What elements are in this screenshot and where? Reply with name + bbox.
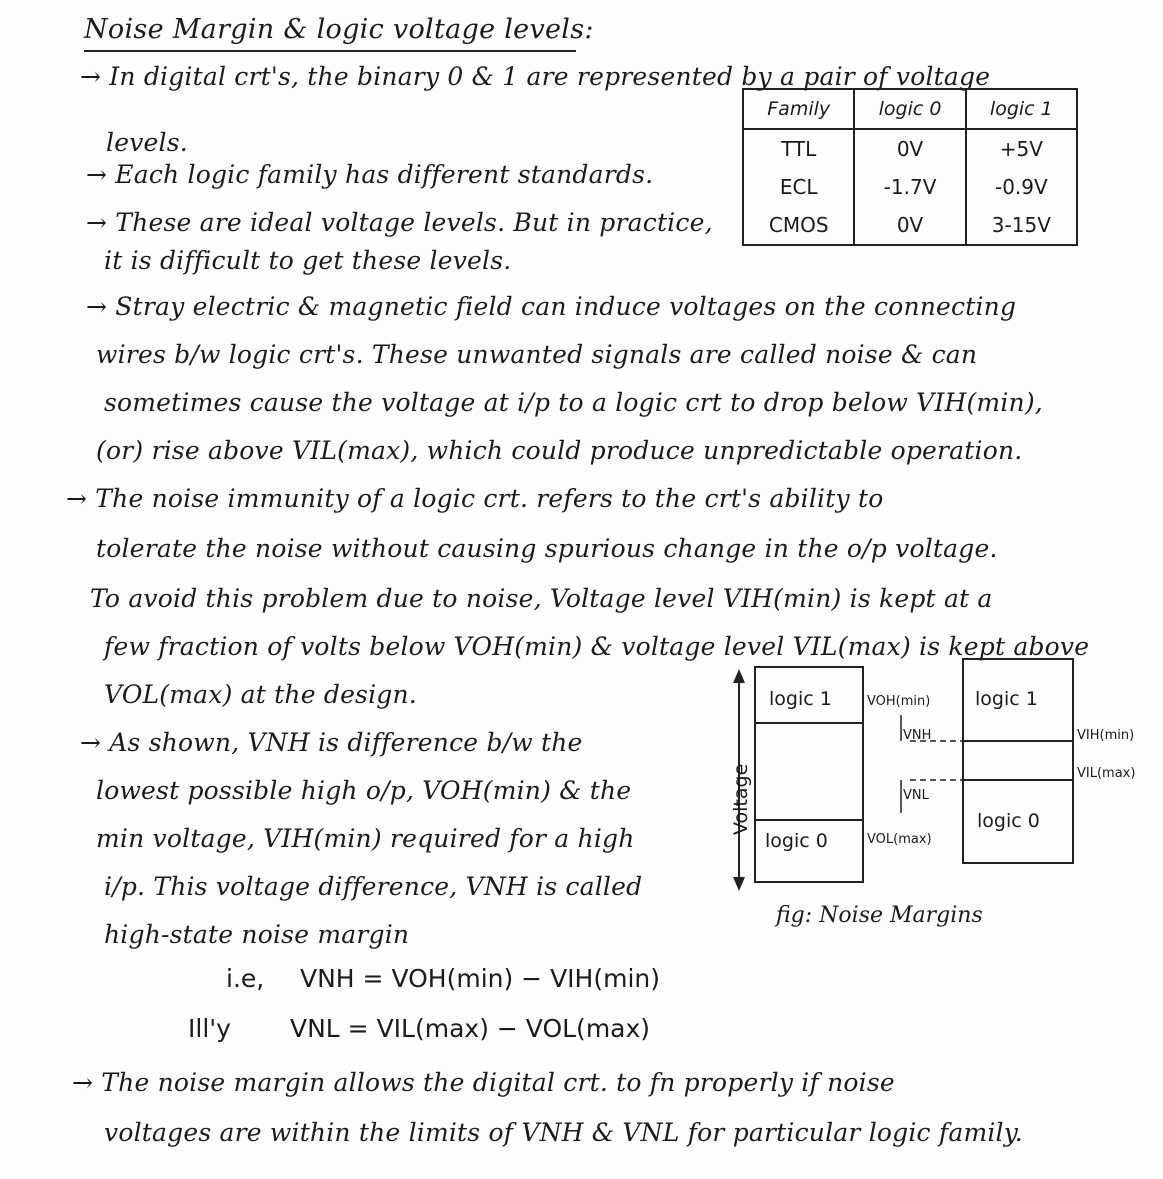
- table-row: [743, 168, 1077, 206]
- table-header-row: [743, 89, 1077, 129]
- noise-margin-diagram: [725, 655, 1155, 945]
- text-line: lowest possible high o/p, VOH(min) & the: [96, 776, 632, 805]
- table-row: [743, 206, 1077, 245]
- text-line: min voltage, VIH(min) required for a high: [96, 824, 635, 853]
- table-cell: 0V: [854, 206, 965, 245]
- text-line: sometimes cause the voltage at i/p to a logic crt to drop below VIH(min),: [104, 388, 1043, 417]
- table-cell: -1.7V: [854, 168, 965, 206]
- text-line: tolerate the noise without causing spurious change in the o/p voltage.: [96, 534, 998, 563]
- vil-max-label: VIL(max): [1077, 766, 1136, 781]
- page-title: Noise Margin & logic voltage levels:: [84, 14, 594, 45]
- ie-label: i.e,: [226, 964, 265, 993]
- text-line: voltages are within the limits of VNH & VNL for particular logic family.: [104, 1118, 1023, 1147]
- text-line: VOL(max) at the design.: [104, 680, 417, 709]
- voh-min-label: VOH(min): [867, 694, 931, 709]
- text-line: wires b/w logic crt's. These unwanted signals are called noise & can: [96, 340, 978, 369]
- vnl-label: VNL: [903, 788, 929, 803]
- table-header: Family: [743, 89, 854, 129]
- text-line: → In digital crt's, the binary 0 & 1 are represented by a pair of voltage: [80, 62, 991, 91]
- text-line: → The noise immunity of a logic crt. refers to the crt's ability to: [66, 484, 884, 513]
- text-line: → Stray electric & magnetic field can induce voltages on the connecting: [86, 292, 1017, 321]
- table-cell: CMOS: [743, 206, 854, 245]
- title-underline: [84, 50, 576, 52]
- text-line: (or) rise above VIL(max), which could produce unpredictable operation.: [96, 436, 1023, 465]
- text-line: → These are ideal voltage levels. But in practice,: [86, 208, 713, 237]
- left-logic-1-label: logic 1: [769, 688, 832, 710]
- text-line: To avoid this problem due to noise, Voltage level VIH(min) is kept at a: [90, 584, 993, 613]
- axis-arrow-down-icon: [733, 877, 745, 891]
- table-cell: 3-15V: [966, 206, 1077, 245]
- text-line: i/p. This voltage difference, VNH is called: [104, 872, 643, 901]
- table-cell: -0.9V: [966, 168, 1077, 206]
- left-logic-0-label: logic 0: [765, 830, 828, 852]
- text-line: it is difficult to get these levels.: [104, 246, 512, 275]
- vol-max-label: VOL(max): [867, 832, 932, 847]
- right-logic-1-label: logic 1: [975, 688, 1038, 710]
- table-cell: ECL: [743, 168, 854, 206]
- text-line: → As shown, VNH is difference b/w the: [80, 728, 583, 757]
- table-header: logic 1: [966, 89, 1077, 129]
- vih-min-label: VIH(min): [1077, 728, 1135, 743]
- table-header: logic 0: [854, 89, 965, 129]
- table-cell: 0V: [854, 129, 965, 168]
- text-line: few fraction of volts below VOH(min) & voltage level VIL(max) is kept above: [104, 632, 1090, 661]
- table-cell: +5V: [966, 129, 1077, 168]
- vnh-label: VNH: [903, 728, 932, 743]
- figure-caption: fig: Noise Margins: [776, 903, 983, 928]
- voltage-axis-label: Voltage: [730, 763, 752, 835]
- axis-arrow-up-icon: [733, 669, 745, 683]
- text-line: levels.: [106, 128, 188, 157]
- text-line: → Each logic family has different standards.: [86, 160, 654, 189]
- vnh-formula: VNH = VOH(min) − VIH(min): [300, 964, 660, 993]
- right-logic-0-label: logic 0: [977, 810, 1040, 832]
- text-line: high-state noise margin: [104, 920, 410, 949]
- table-row: [743, 129, 1077, 168]
- table-cell: TTL: [743, 129, 854, 168]
- text-line: → The noise margin allows the digital crt. to fn properly if noise: [72, 1068, 895, 1097]
- vnl-formula: VNL = VIL(max) − VOL(max): [290, 1014, 651, 1043]
- lly-label: Ill'y: [188, 1014, 231, 1043]
- logic-levels-table: [742, 88, 1078, 246]
